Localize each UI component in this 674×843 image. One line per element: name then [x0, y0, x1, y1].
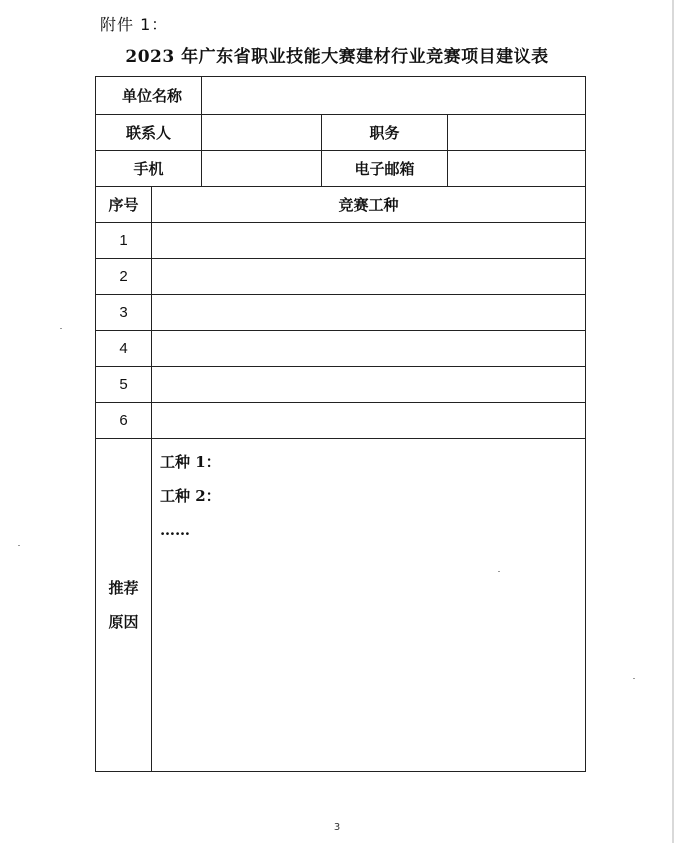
- table-row: [96, 259, 586, 295]
- contact-field[interactable]: [202, 115, 322, 151]
- mobile-row: [96, 151, 586, 187]
- contact-row: [96, 115, 586, 151]
- table-row: [96, 367, 586, 403]
- event-field[interactable]: [152, 295, 586, 331]
- unit-name-label: 单位名称: [96, 77, 202, 115]
- reason-label-line: 推荐: [108, 579, 139, 598]
- event-field[interactable]: [152, 403, 586, 439]
- mobile-field[interactable]: [202, 151, 322, 187]
- event-header: 竞赛工种: [152, 187, 586, 223]
- seq-header: 序号: [96, 187, 152, 223]
- unit-name-row: [96, 77, 586, 115]
- reason-label: [96, 439, 152, 772]
- event-field[interactable]: [152, 367, 586, 403]
- reason-row: [96, 439, 586, 772]
- scan-speck: [633, 678, 635, 679]
- reason-label-line: 原因: [108, 613, 139, 632]
- reason-line-ellipsis: ……: [160, 521, 190, 540]
- mobile-label: 手机: [96, 151, 202, 187]
- row-number: 3: [96, 295, 152, 331]
- unit-name-field[interactable]: [202, 77, 586, 115]
- scan-speck: [60, 328, 62, 329]
- event-field[interactable]: [152, 223, 586, 259]
- scan-speck: [498, 571, 500, 572]
- document-title: 2023 年广东省职业技能大赛建材行业竞赛项目建议表: [125, 47, 549, 67]
- contact-label: 联系人: [96, 115, 202, 151]
- event-field[interactable]: [152, 331, 586, 367]
- attachment-label: 附件 1：: [100, 15, 169, 34]
- table-row: [96, 403, 586, 439]
- proposal-form-table: [95, 76, 586, 772]
- email-field[interactable]: [448, 151, 586, 187]
- email-label: 电子邮箱: [322, 151, 448, 187]
- row-number: 6: [96, 403, 152, 439]
- header-row: [96, 187, 586, 223]
- reason-field[interactable]: [152, 439, 586, 772]
- scan-speck: [18, 545, 20, 546]
- page-number: 3: [333, 822, 341, 833]
- row-number: 4: [96, 331, 152, 367]
- reason-line-1: 工种 1：: [160, 453, 221, 472]
- row-number: 5: [96, 367, 152, 403]
- table-row: [96, 295, 586, 331]
- reason-line-2: 工种 2：: [160, 487, 221, 506]
- position-label: 职务: [322, 115, 448, 151]
- table-row: [96, 223, 586, 259]
- row-number: 1: [96, 223, 152, 259]
- row-number: 2: [96, 259, 152, 295]
- event-field[interactable]: [152, 259, 586, 295]
- table-row: [96, 331, 586, 367]
- position-field[interactable]: [448, 115, 586, 151]
